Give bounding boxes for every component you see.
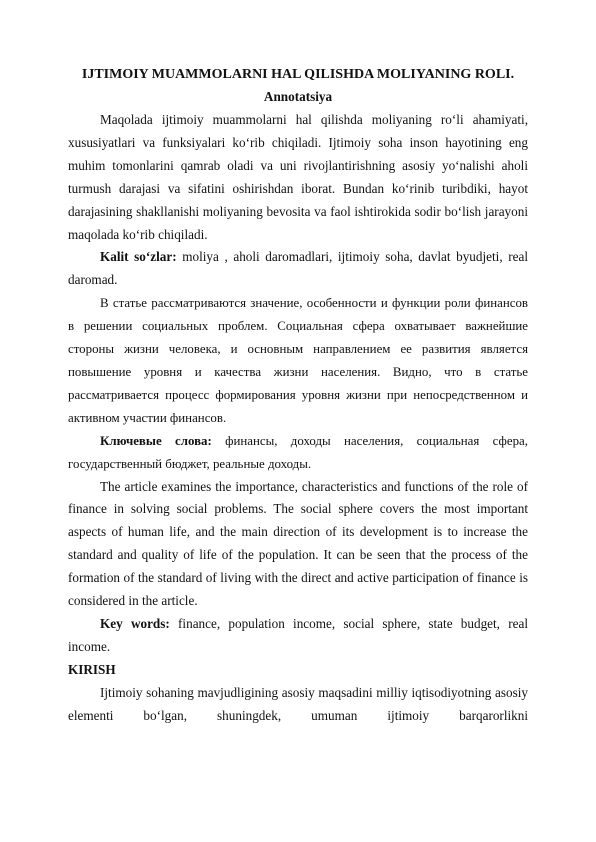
- keywords-uzbek-label: Kalit soʻzlar:: [100, 249, 177, 265]
- abstract-english: The article examines the importance, characteristics and functions of the role of finance in solving social problems. The social sphere covers the most important aspects of human life, and the main direction of its development is to increase the standard and quality of life of the population. It can be seen that the process of the formation of the standard of living with the direct and active participation of finance is considered in the article.: [68, 478, 528, 609]
- keywords-english-label: Key words:: [100, 615, 170, 631]
- section-heading-kirish: KIRISH: [68, 661, 116, 677]
- paper-page: [68, 64, 528, 727]
- intro-paragraph: Ijtimoiy sohaning mavjudligining asosiy maqsadini milliy iqtisodiyotning asosiy elementi boʻlgan, shuningdek, umuman ijtimoiy barqarorlikni: [68, 684, 528, 723]
- abstract-uzbek: Maqolada ijtimoiy muammolarni hal qilishda moliyaning roʻli ahamiyati, xususiyatlari va funksiyalari koʻrib chiqiladi. Ijtimoiy soha inson hayotining eng muhim tomonlarini qamrab oladi va uni rivojlantirishning asosiy yoʻnalishi aholi turmush darajasi va sifatini oshirishdan iborat. Bundan koʻrinib turibdiki, hayot darajasining shakllanishi moliyaning bevosita va faol ishtirokida sodir boʻlish jarayoni maqolada koʻrib chiqiladi.: [68, 112, 528, 242]
- abstract-russian: В статье рассматриваются значение, особенности и функции роли финансов в решении социальных проблем. Социальная сфера охватывает важнейшие стороны жизни человека, и основным направлением ее развития является повышение уровня и качества жизни населения. Видно, что в статье рассматривается процесс формирования уровня жизни при непосредственном и активном участии финансов.: [68, 296, 528, 425]
- keywords-english-text: finance, population income, social sphere, state budget, real income.: [68, 615, 528, 654]
- keywords-uzbek: [68, 246, 528, 292]
- keywords-uzbek-text: moliya , aholi daromadlari, ijtimoiy soha, davlat byudjeti, real daromad.: [68, 249, 528, 288]
- annotation-heading: Annotatsiya: [263, 89, 333, 104]
- keywords-russian-text: финансы, доходы населения, социальная сфера, государственный бюджет, реальные доходы.: [68, 433, 528, 471]
- keywords-russian-label: Ключевые слова:: [100, 433, 212, 448]
- keywords-russian: [68, 430, 528, 476]
- paper-title: IJTIMOIY MUAMMOLARNI HAL QILISHDA MOLIYANING ROLI.: [81, 67, 515, 82]
- keywords-english: [68, 613, 528, 659]
